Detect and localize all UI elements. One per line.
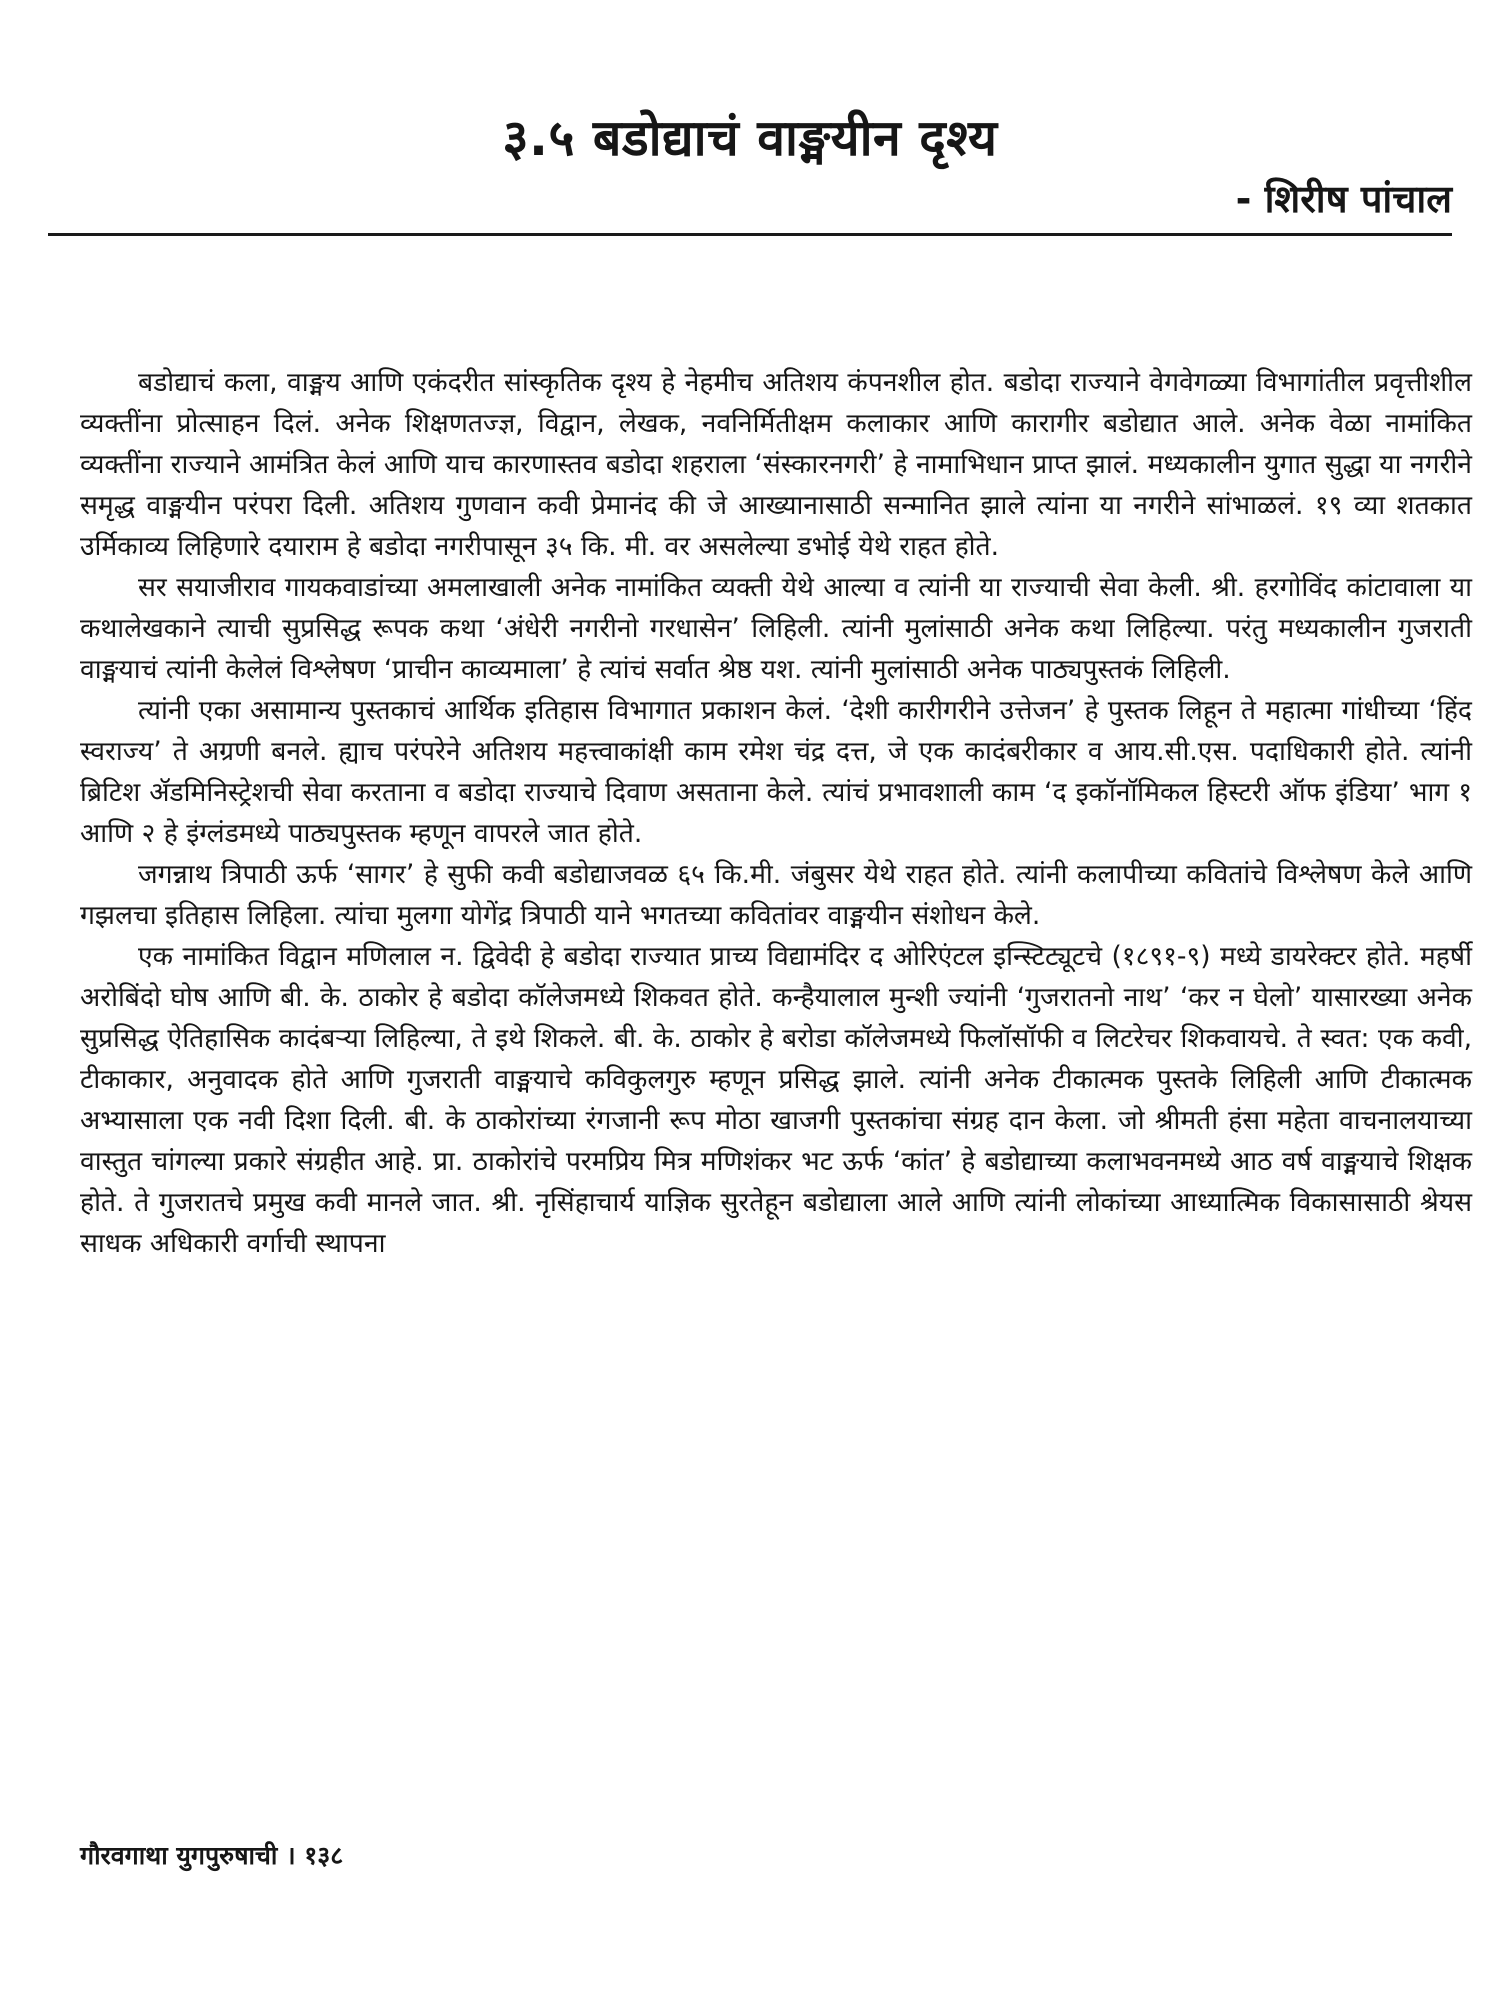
- title-divider: [48, 233, 1452, 236]
- page-footer: गौरवगाथा युगपुरुषाची । १३८: [80, 1841, 344, 1870]
- article-body: [80, 362, 1472, 1264]
- paragraph: सर सयाजीराव गायकवाडांच्या अमलाखाली अनेक नामांकित व्यक्ती येथे आल्या व त्यांनी या राज्याची सेवा केली. श्री. हरगोविंद कांटावाला या कथालेखकाने त्याची सुप्रसिद्ध रूपक कथा ‘अंधेरी नगरीनो गरधासेन’ लिहिली. त्यांनी मुलांसाठी अनेक कथा लिहिल्या. परंतु मध्यकालीन गुजराती वाङ्मयाचं त्यांनी केलेलं विश्लेषण ‘प्राचीन काव्यमाला’ हे त्यांचं सर्वात श्रेष्ठ यश. त्यांनी मुलांसाठी अनेक पाठ्यपुस्तकं लिहिली.: [80, 572, 1472, 685]
- author-name: - शिरीष पांचाल: [1235, 177, 1452, 221]
- paragraph: एक नामांकित विद्वान मणिलाल न. द्विवेदी हे बडोदा राज्यात प्राच्य विद्यामंदिर द ओरिएंटल इन्स्टिट्यूटचे (१८९१-९) मध्ये डायरेक्टर होते. महर्षी अरोबिंदो घोष आणि बी. के. ठाकोर हे बडोदा कॉलेजमध्ये शिकवत होते. कन्हैयालाल मुन्शी ज्यांनी ‘गुजरातनो नाथ’ ‘कर न घेलो’ यासारख्या अनेक सुप्रसिद्ध ऐतिहासिक कादंबऱ्या लिहिल्या, ते इथे शिकले. बी. के. ठाकोर हे बरोडा कॉलेजमध्ये फिलॉसॉफी व लिटरेचर शिकवायचे. ते स्वत: एक कवी, टीकाकार, अनुवादक होते आणि गुजराती वाङ्मयाचे कविकुलगुरु म्हणून प्रसिद्ध झाले. त्यांनी अनेक टीकात्मक पुस्तके लिहिली आणि टीकात्मक अभ्यासाला एक नवी दिशा दिली. बी. के ठाकोरांच्या रंगजानी रूप मोठा खाजगी पुस्तकांचा संग्रह दान केला. जो श्रीमती हंसा महेता वाचनालयाच्या वास्तुत चांगल्या प्रकारे संग्रहीत आहे. प्रा. ठाकोरांचे परमप्रिय मित्र मणिशंकर भट ऊर्फ ‘कांत’ हे बडोद्याच्या कलाभवनमध्ये आठ वर्ष वाङ्मयाचे शिक्षक होते. ते गुजरातचे प्रमुख कवी मानले जात. श्री. नृसिंहाचार्य याज्ञिक सुरतेहून बडोद्याला आले आणि त्यांनी लोकांच्या आध्यात्मिक विकासासाठी श्रेयस साधक अधिकारी वर्गाची स्थापना: [80, 941, 1472, 1259]
- paragraph: जगन्नाथ त्रिपाठी ऊर्फ ‘सागर’ हे सुफी कवी बडोद्याजवळ ६५ कि.मी. जंबुसर येथे राहत होते. त्यांनी कलापीच्या कवितांचे विश्लेषण केले आणि गझलचा इतिहास लिहिला. त्यांचा मुलगा योगेंद्र त्रिपाठी याने भगतच्या कवितांवर वाङ्मयीन संशोधन केले.: [80, 859, 1472, 931]
- paragraph: त्यांनी एका असामान्य पुस्तकाचं आर्थिक इतिहास विभागात प्रकाशन केलं. ‘देशी कारीगरीने उत्तेजन’ हे पुस्तक लिहून ते महात्मा गांधीच्या ‘हिंद स्वराज्य’ ते अग्रणी बनले. ह्याच परंपरेने अतिशय महत्त्वाकांक्षी काम रमेश चंद्र दत्त, जे एक कादंबरीकार व आय.सी.एस. पदाधिकारी होते. त्यांनी ब्रिटिश ॲडमिनिस्ट्रेशची सेवा करताना व बडोदा राज्याचे दिवाण असताना केले. त्यांचं प्रभावशाली काम ‘द इकॉनॉमिकल हिस्टरी ऑफ इंडिया’ भाग १ आणि २ हे इंग्लंडमध्ये पाठ्यपुस्तक म्हणून वापरले जात होते.: [80, 695, 1472, 849]
- paragraph: बडोद्याचं कला, वाङ्मय आणि एकंदरीत सांस्कृतिक दृश्य हे नेहमीच अतिशय कंपनशील होत. बडोदा राज्याने वेगवेगळ्या विभागांतील प्रवृत्तीशील व्यक्तींना प्रोत्साहन दिलं. अनेक शिक्षणतज्ज्ञ, विद्वान, लेखक, नवनिर्मितीक्षम कलाकार आणि कारागीर बडोद्यात आले. अनेक वेळा नामांकित व्यक्तींना राज्याने आमंत्रित केलं आणि याच कारणास्तव बडोदा शहराला ‘संस्कारनगरी’ हे नामाभिधान प्राप्त झालं. मध्यकालीन युगात सुद्धा या नगरीने समृद्ध वाङ्मयीन परंपरा दिली. अतिशय गुणवान कवी प्रेमानंद की जे आख्यानासाठी सन्मानित झाले त्यांना या नगरीने सांभाळलं. १९ व्या शतकात उर्मिकाव्य लिहिणारे दयाराम हे बडोदा नगरीपासून ३५ कि. मी. वर असलेल्या डभोई येथे राहत होते.: [80, 367, 1472, 562]
- page-title: ३.५ बडोद्याचं वाङ्मयीन दृश्य: [502, 109, 998, 167]
